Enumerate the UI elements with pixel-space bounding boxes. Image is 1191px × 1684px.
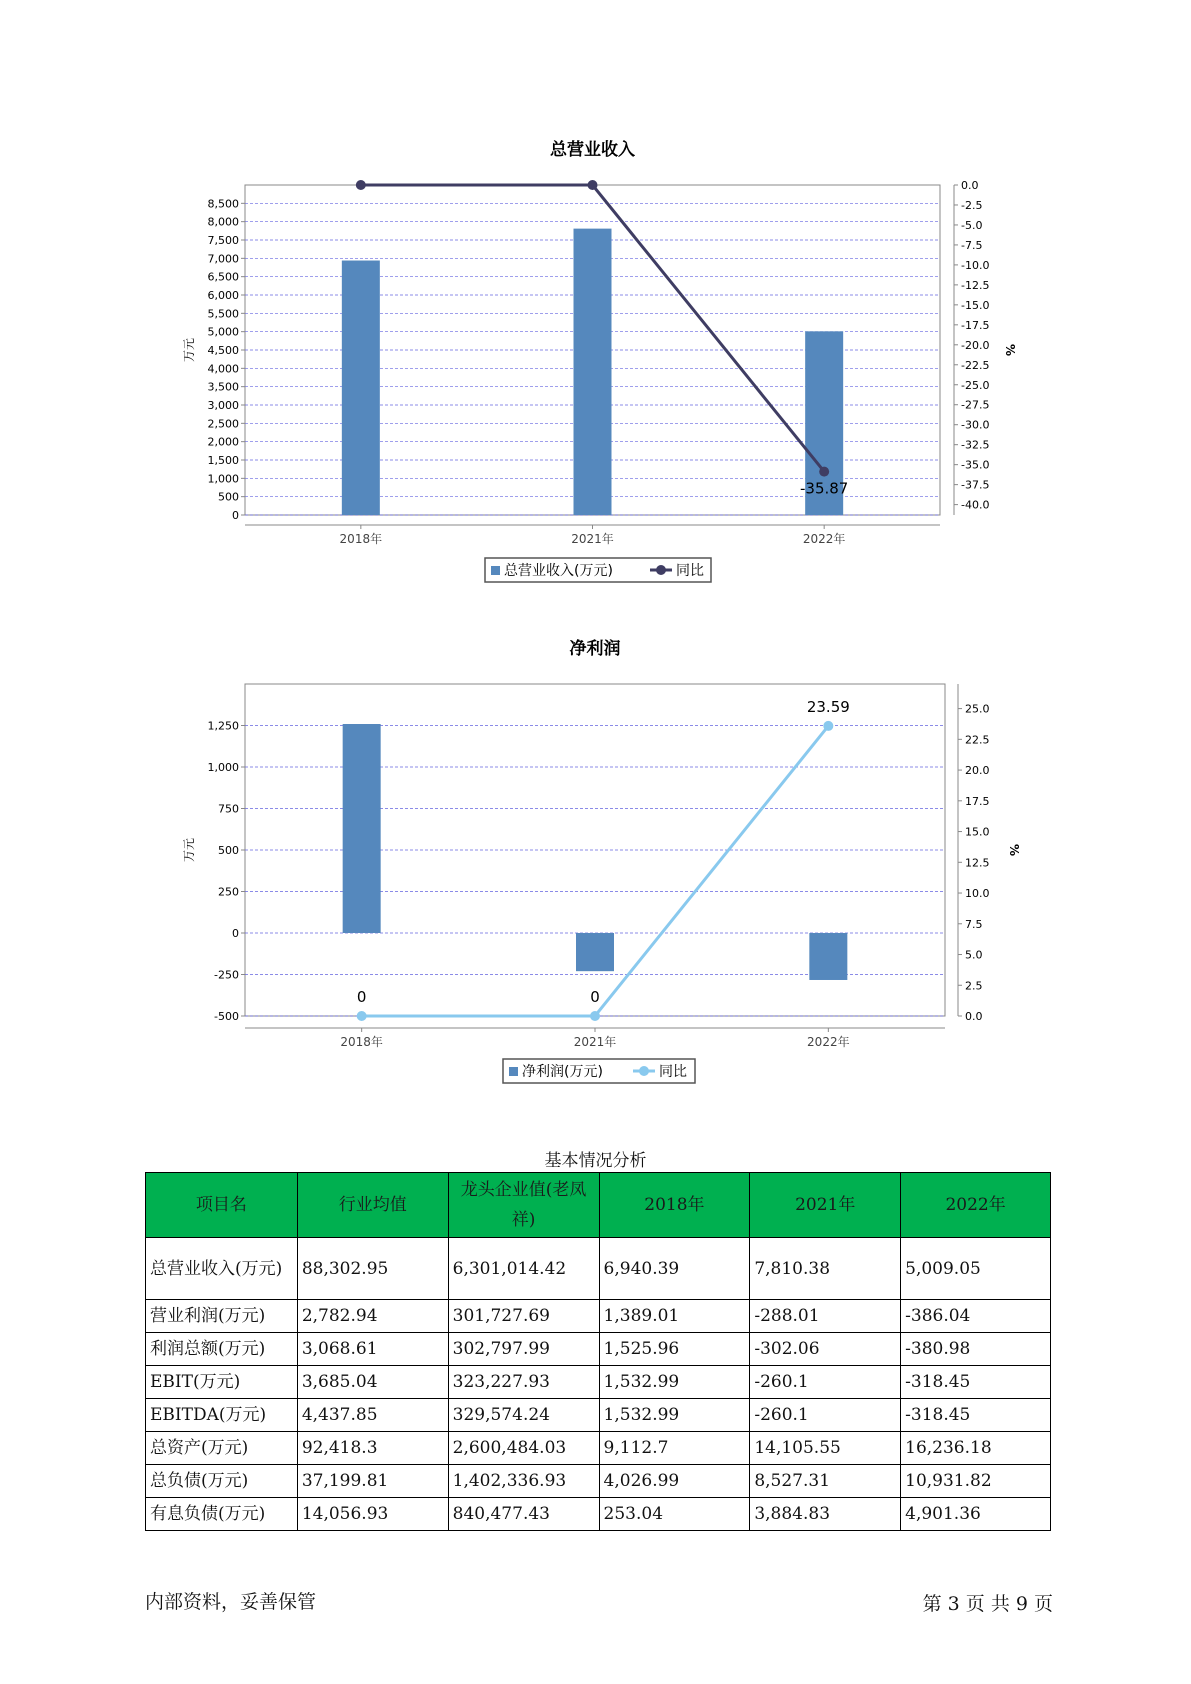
value-cell: 1,532.99 — [599, 1366, 750, 1399]
net-profit-chart — [0, 630, 1191, 1100]
header-cell: 2021年 — [750, 1173, 901, 1238]
point-label: -35.87 — [799, 479, 849, 498]
value-cell: -288.01 — [750, 1300, 901, 1333]
value-cell: 16,236.18 — [901, 1432, 1051, 1465]
value-cell: 2,600,484.03 — [448, 1432, 599, 1465]
value-cell: 4,901.36 — [901, 1498, 1051, 1531]
y-tick-label: 8,000 — [207, 215, 239, 229]
y2-tick-label: 10.0 — [965, 887, 990, 901]
header-cell: 龙头企业值(老凤祥) — [448, 1173, 599, 1238]
x-tick-label: 2018年 — [339, 532, 383, 546]
value-cell: 1,389.01 — [599, 1300, 750, 1333]
row-label-cell: 总负债(万元) — [146, 1465, 298, 1498]
net-profit-chart-svg — [0, 630, 1191, 1100]
chart-title: 净利润 — [569, 639, 621, 659]
value-cell: 301,727.69 — [448, 1300, 599, 1333]
value-cell: 4,437.85 — [297, 1399, 448, 1432]
y-tick-label: 5,000 — [207, 325, 239, 339]
value-cell: 3,685.04 — [297, 1366, 448, 1399]
value-cell: 1,532.99 — [599, 1399, 750, 1432]
y2-tick-label: -12.5 — [961, 278, 990, 292]
bar — [343, 724, 381, 933]
y-tick-label: 6,000 — [207, 289, 239, 302]
value-cell: 10,931.82 — [901, 1465, 1051, 1498]
y-axis-title: 万元 — [182, 337, 196, 363]
yoy-point — [590, 1011, 600, 1021]
y-tick-label: 4,000 — [207, 362, 239, 376]
header-cell: 行业均值 — [297, 1173, 448, 1238]
bar — [342, 261, 380, 515]
legend-line-marker — [639, 1066, 649, 1076]
value-cell: 14,105.55 — [750, 1432, 901, 1465]
header-cell: 2018年 — [599, 1173, 750, 1238]
value-cell: 8,527.31 — [750, 1465, 901, 1498]
value-cell: -260.1 — [750, 1399, 901, 1432]
row-label-cell: 总营业收入(万元) — [146, 1238, 298, 1300]
y2-tick-label: -20.0 — [961, 338, 990, 352]
value-cell: 323,227.93 — [448, 1366, 599, 1399]
x-tick-label: 2021年 — [571, 532, 614, 546]
y-axis-title: 万元 — [182, 837, 196, 863]
y-tick-label: 5,500 — [207, 307, 239, 321]
value-cell: -318.45 — [901, 1366, 1051, 1399]
y-tick-label: 4,500 — [207, 344, 239, 357]
legend-bar-label: 总营业收入(万元) — [504, 563, 613, 579]
header-cell: 项目名 — [146, 1173, 298, 1238]
y2-tick-label: 2.5 — [965, 979, 983, 993]
legend-line-label: 同比 — [659, 1064, 687, 1080]
legend-bar-swatch — [491, 566, 500, 575]
table-row — [146, 1432, 1051, 1465]
row-label-cell: 利润总额(万元) — [146, 1333, 298, 1366]
value-cell: 6,301,014.42 — [448, 1238, 599, 1300]
y2-tick-label: -15.0 — [961, 298, 990, 312]
value-cell: 14,056.93 — [297, 1498, 448, 1531]
x-tick-label: 2022年 — [802, 532, 846, 546]
value-cell: 5,009.05 — [901, 1238, 1051, 1300]
y-tick-label: 2,000 — [207, 435, 239, 449]
yoy-point — [819, 467, 829, 477]
y2-tick-label: -7.5 — [961, 238, 983, 252]
y2-tick-label: 7.5 — [965, 917, 983, 931]
value-cell: 9,112.7 — [599, 1432, 750, 1465]
y2-tick-label: 25.0 — [965, 702, 990, 716]
y2-tick-label: 22.5 — [965, 733, 990, 747]
bar — [574, 229, 612, 515]
footer-page-number: 第 3 页 共 9 页 — [922, 1593, 1053, 1615]
y2-tick-label: -27.5 — [961, 398, 990, 412]
value-cell: -380.98 — [901, 1333, 1051, 1366]
row-label-cell: 营业利润(万元) — [146, 1300, 298, 1333]
basic-analysis-table — [145, 1172, 1051, 1531]
table-header-row — [146, 1173, 1051, 1238]
y2-tick-label: 17.5 — [965, 794, 990, 808]
revenue-chart-svg — [0, 130, 1191, 600]
y-tick-label: 500 — [218, 844, 239, 857]
value-cell: 1,402,336.93 — [448, 1465, 599, 1498]
value-cell: 840,477.43 — [448, 1498, 599, 1531]
y2-tick-label: -22.5 — [961, 358, 990, 372]
y-tick-label: 0 — [232, 509, 239, 522]
legend-bar-label: 净利润(万元) — [522, 1064, 603, 1080]
y2-tick-label: 15.0 — [965, 825, 990, 839]
y2-axis-title: % — [1007, 843, 1021, 857]
point-label: 0 — [356, 988, 367, 1006]
yoy-point — [357, 1011, 367, 1021]
y-tick-label: 3,000 — [207, 399, 239, 412]
x-tick-label: 2022年 — [807, 1035, 850, 1049]
y-tick-label: 1,500 — [207, 454, 239, 467]
legend-line-marker — [656, 565, 666, 575]
bar — [809, 933, 847, 980]
value-cell: 92,418.3 — [297, 1432, 448, 1465]
y2-tick-label: 0.0 — [961, 179, 979, 192]
y2-tick-label: 0.0 — [965, 1010, 983, 1023]
table-row — [146, 1238, 1051, 1300]
value-cell: -302.06 — [750, 1333, 901, 1366]
row-label-cell: 有息负债(万元) — [146, 1498, 298, 1531]
y-tick-label: 7,500 — [207, 234, 239, 247]
value-cell: 88,302.95 — [297, 1238, 448, 1300]
y-tick-label: 500 — [218, 490, 239, 504]
y-tick-label: -500 — [214, 1010, 239, 1023]
yoy-point — [588, 180, 598, 190]
y2-tick-label: 12.5 — [965, 856, 990, 870]
y2-tick-label: -10.0 — [961, 258, 990, 272]
value-cell: -260.1 — [750, 1366, 901, 1399]
y-tick-label: 1,250 — [207, 719, 239, 733]
header-cell: 2022年 — [901, 1173, 1051, 1238]
value-cell: 2,782.94 — [297, 1300, 448, 1333]
value-cell: 37,199.81 — [297, 1465, 448, 1498]
y-tick-label: 7,000 — [207, 252, 239, 266]
y-tick-label: -250 — [214, 968, 239, 982]
row-label-cell: EBITDA(万元) — [146, 1399, 298, 1432]
legend-line-label: 同比 — [676, 563, 704, 579]
table-row — [146, 1366, 1051, 1399]
legend-bar-swatch — [509, 1067, 518, 1076]
y2-tick-label: -17.5 — [961, 318, 990, 332]
table-row — [146, 1399, 1051, 1432]
y2-tick-label: -30.0 — [961, 418, 990, 432]
value-cell: 253.04 — [599, 1498, 750, 1531]
revenue-chart — [0, 130, 1191, 600]
y2-tick-label: -2.5 — [961, 198, 983, 212]
table-row — [146, 1498, 1051, 1531]
value-cell: 3,884.83 — [750, 1498, 901, 1531]
value-cell: 1,525.96 — [599, 1333, 750, 1366]
table-row — [146, 1333, 1051, 1366]
y-tick-label: 6,500 — [207, 270, 239, 284]
y-tick-label: 1,000 — [207, 761, 239, 774]
value-cell: 3,068.61 — [297, 1333, 448, 1366]
y-tick-label: 750 — [218, 802, 239, 816]
y2-tick-label: -40.0 — [961, 498, 990, 512]
value-cell: 6,940.39 — [599, 1238, 750, 1300]
y2-tick-label: 20.0 — [965, 764, 990, 778]
x-tick-label: 2018年 — [340, 1035, 383, 1049]
footer-confidential: 内部资料，妥善保管 — [145, 1591, 317, 1613]
y2-tick-label: -25.0 — [961, 378, 990, 392]
table-row — [146, 1465, 1051, 1498]
yoy-line — [362, 726, 829, 1016]
x-tick-label: 2021年 — [573, 1035, 617, 1049]
y-tick-label: 3,500 — [207, 380, 239, 394]
y-tick-label: 8,500 — [207, 197, 239, 211]
value-cell: 329,574.24 — [448, 1399, 599, 1432]
point-label: 0 — [590, 988, 600, 1006]
row-label-cell: 总资产(万元) — [146, 1432, 298, 1465]
row-label-cell: EBIT(万元) — [146, 1366, 298, 1399]
bar — [576, 933, 614, 971]
table-row — [146, 1300, 1051, 1333]
value-cell: -318.45 — [901, 1399, 1051, 1432]
y-tick-label: 0 — [232, 927, 239, 940]
value-cell: 302,797.99 — [448, 1333, 599, 1366]
value-cell: -386.04 — [901, 1300, 1051, 1333]
y-tick-label: 2,500 — [207, 417, 239, 431]
y2-tick-label: -35.0 — [961, 458, 990, 472]
y2-tick-label: -37.5 — [961, 478, 990, 492]
value-cell: 4,026.99 — [599, 1465, 750, 1498]
value-cell: 7,810.38 — [750, 1238, 901, 1300]
table-caption: 基本情况分析 — [544, 1151, 647, 1171]
y-tick-label: 1,000 — [207, 472, 239, 486]
y2-tick-label: -5.0 — [961, 218, 983, 232]
y2-tick-label: -32.5 — [961, 438, 990, 452]
y2-tick-label: 5.0 — [965, 948, 983, 962]
y2-axis-title: % — [1003, 343, 1017, 357]
yoy-point — [823, 721, 833, 731]
y-tick-label: 250 — [218, 885, 239, 899]
chart-title: 总营业收入 — [550, 140, 635, 160]
yoy-point — [356, 180, 366, 190]
point-label: 23.59 — [806, 697, 850, 716]
